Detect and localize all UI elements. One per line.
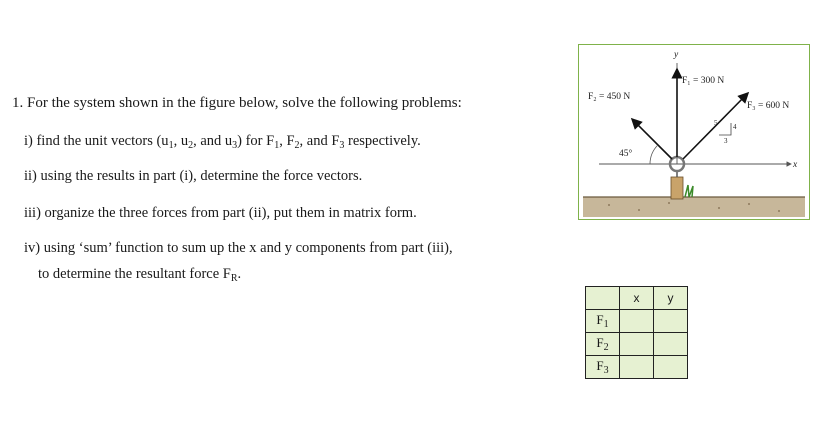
f1-x-cell[interactable] xyxy=(620,310,654,333)
f2-y-cell[interactable] xyxy=(654,333,688,356)
table-row xyxy=(586,356,688,379)
question-iv-continued: to determine the resultant force $F_R$. xyxy=(38,266,242,284)
problem-title: 1. For the system shown in the figure below, solve the following problems: xyxy=(12,95,462,111)
question-iv: iv) using ‘sum’ function to sum up the x and y components from part (iii), xyxy=(24,240,453,256)
slope-4: 4 xyxy=(733,123,737,131)
grass xyxy=(685,185,693,197)
post xyxy=(671,177,683,199)
force-diagram xyxy=(578,44,810,220)
f3-x-cell[interactable] xyxy=(620,356,654,379)
question-i: i) find the unit vectors ($u_1$, $u_2$, and $u_3$) for $F_1$, $F_2$, and $F_3$ respectively. xyxy=(24,133,421,151)
f2-label: F₂ = 450 N xyxy=(588,92,631,102)
f2-x-cell[interactable] xyxy=(620,333,654,356)
question-ii: ii) using the results in part (i), determine the force vectors. xyxy=(24,168,363,184)
y-axis-label: y xyxy=(674,50,679,60)
slope-3: 3 xyxy=(724,137,728,145)
x-axis-label: x xyxy=(793,160,798,170)
question-iii: iii) organize the three forces from part (ii), put them in matrix form. xyxy=(24,205,417,221)
table-header-x: x xyxy=(620,287,654,310)
table-row xyxy=(586,333,688,356)
table-header-y: y xyxy=(654,287,688,310)
angle-label: 45° xyxy=(619,149,633,159)
slope-triangle xyxy=(719,123,731,135)
table-corner-cell xyxy=(586,287,620,310)
row-label-f1: $F_1$ xyxy=(586,310,620,333)
table-header-row xyxy=(586,287,688,310)
row-label-f2: $F_2$ xyxy=(586,333,620,356)
table-row xyxy=(586,310,688,333)
f3-label: F₃ = 600 N xyxy=(747,101,790,111)
slope-5: 5 xyxy=(714,119,718,127)
f1-label: F₁ = 300 N xyxy=(682,76,725,86)
f3-y-cell[interactable] xyxy=(654,356,688,379)
angle-arc xyxy=(650,145,658,164)
ground xyxy=(583,197,805,217)
row-label-f3: $F_3$ xyxy=(586,356,620,379)
f1-y-cell[interactable] xyxy=(654,310,688,333)
force-components-table xyxy=(585,286,688,379)
